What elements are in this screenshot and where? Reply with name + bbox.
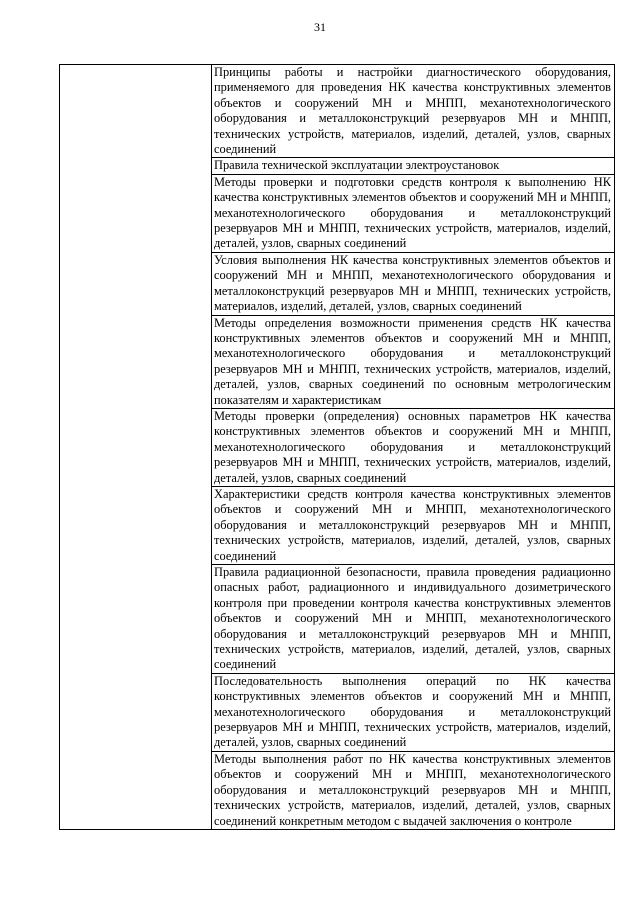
table-row [60, 65, 615, 830]
requirements-table [59, 64, 615, 830]
requirement-item: Правила радиационной безопасности, правила проведения радиационно опасных работ, радиационного и индивидуального дозиметрического контроля при проведении контроля качества конструктивных элементов объектов и сооружений МН и МНПП, механотехнологического оборудования и металлоконструкций резервуаров МН и МНПП, технических устройств, материалов, изделий, деталей, узлов, сварных соединений [212, 565, 614, 674]
page-number: 31 [314, 20, 326, 34]
requirement-item: Условия выполнения НК качества конструктивных элементов объектов и сооружений МН и МНПП, механотехнологического оборудования и металлоконструкций резервуаров МН и МНПП, технических устройств, материалов, изделий, деталей, узлов, сварных соединений [212, 253, 614, 316]
requirement-item: Методы проверки и подготовки средств контроля к выполнению НК качества конструктивных элементов объектов и сооружений МН и МНПП, механотехнологического оборудования и металлоконструкций резервуаров МН и МНПП, технических устройств, материалов, изделий, деталей, узлов, сварных соединений [212, 175, 614, 253]
requirement-item: Правила технической эксплуатации электроустановок [212, 158, 614, 174]
requirement-item: Методы определения возможности применения средств НК качества конструктивных элементов объектов и сооружений МН и МНПП, механотехнологического оборудования и металлоконструкций резервуаров МН и МНПП, технических устройств, материалов, изделий, деталей, узлов, сварных соединений по основным метрологическим показателям и характеристикам [212, 316, 614, 409]
requirement-item: Характеристики средств контроля качества конструктивных элементов объектов и сооружений МН и МНПП, механотехнологического оборудования и металлоконструкций резервуаров МН и МНПП, технических устройств, материалов, изделий, деталей, узлов, сварных соединений [212, 487, 614, 565]
empty-label-cell [60, 65, 212, 830]
requirement-item: Последовательность выполнения операций по НК качества конструктивных элементов объектов и сооружений МН и МНПП, механотехнологического оборудования и металлоконструкций резервуаров МН и МНПП, технических устройств, материалов, изделий, деталей, узлов, сварных соединений [212, 674, 614, 752]
requirement-item: Принципы работы и настройки диагностического оборудования, применяемого для проведения НК качества конструктивных элементов объектов и сооружений МН и МНПП, механотехнологического оборудования и металлоконструкций резервуаров МН и МНПП, технических устройств, материалов, изделий, деталей, узлов, сварных соединений [212, 65, 614, 158]
requirements-cell [212, 65, 615, 830]
requirement-item: Методы выполнения работ по НК качества конструктивных элементов объектов и сооружений МН и МНПП, механотехнологического оборудования и металлоконструкций резервуаров МН и МНПП, технических устройств, материалов, изделий, деталей, узлов, сварных соединений конкретным методом с выдачей заключения о контроле [214, 751, 611, 828]
requirement-item: Методы проверки (определения) основных параметров НК качества конструктивных элементов объектов и сооружений МН и МНПП, механотехнологического оборудования и металлоконструкций резервуаров МН и МНПП, технических устройств, материалов, изделий, деталей, узлов, сварных соединений [212, 409, 614, 487]
